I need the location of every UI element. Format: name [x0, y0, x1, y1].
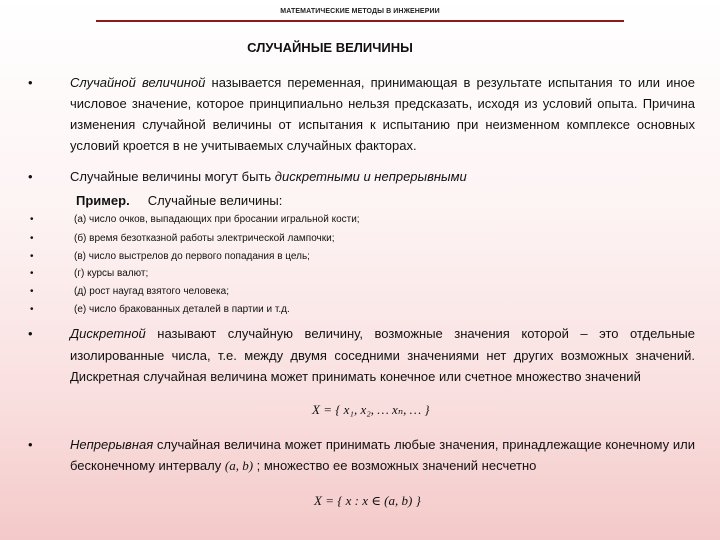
list-bullet: •	[30, 304, 34, 315]
definition-discrete	[70, 323, 695, 388]
example-label: Пример.	[76, 193, 130, 208]
list-item: (д) рост наугад взятого человека;	[74, 286, 229, 297]
bullet-marker: •	[28, 437, 33, 452]
bullet-marker: •	[28, 326, 33, 341]
types-text: Случайные величины могут быть	[70, 169, 275, 184]
list-bullet: •	[30, 268, 34, 279]
discrete-text: называют случайную величину, возможные значения которой – это отдельные изолированные числа, т.е. между двумя соседними значениями нет других возможных значений. Дискретная случайная величина может принимать конечное или счетное множество значений	[70, 326, 695, 384]
continuous-text-a: случайная величина может принимать любые значения, принадлежащие конечному или бесконечному интервалу	[70, 437, 695, 473]
list-item: (в) число выстрелов до первого попадания в цель;	[74, 251, 310, 262]
term-discrete: Дискретной	[70, 326, 146, 341]
formula-continuous-set: X = { x : x ∈ (a, b) }	[314, 493, 421, 508]
list-item: (б) время безотказной работы электрической лампочки;	[74, 233, 335, 244]
list-bullet: •	[30, 251, 34, 262]
header-bar	[96, 0, 624, 22]
formula-discrete-set: X = { x₁, x₂, … xₙ, … }	[312, 402, 430, 417]
definition-continuous	[70, 434, 695, 476]
list-bullet: •	[30, 233, 34, 244]
example-line	[76, 190, 282, 211]
term-random-variable: Случайной величиной	[70, 75, 206, 90]
list-item: (е) число бракованных деталей в партии и т.д.	[74, 304, 290, 315]
definition-random-variable	[70, 72, 695, 156]
bullet-marker: •	[28, 75, 33, 90]
list-item: (г) курсы валют;	[74, 268, 149, 279]
continuous-text-b: ; множество ее возможных значений несчетно	[253, 458, 537, 473]
page-title: СЛУЧАЙНЫЕ ВЕЛИЧИНЫ	[247, 40, 413, 55]
bullet-marker: •	[28, 169, 33, 184]
header-divider	[96, 20, 624, 22]
types-italic: дискретными и непрерывными	[274, 169, 467, 184]
course-header: МАТЕМАТИЧЕСКИЕ МЕТОДЫ В ИНЖЕНЕРИИ	[280, 8, 440, 15]
list-item: (а) число очков, выпадающих при бросании игральной кости;	[74, 214, 360, 225]
list-bullet: •	[30, 286, 34, 297]
types-paragraph	[70, 166, 695, 187]
definition-text: называется переменная, принимающая в результате испытания то или иное числовое значение, которое принципиально нельзя предсказать, исходя из условий опыта. Причина изменения случайной величины от испытания к испытанию при неизменном комплексе основных условий кроется в не учитываемых случайных факторах.	[70, 75, 696, 153]
list-bullet: •	[30, 214, 34, 225]
term-continuous: Непрерывная	[70, 437, 154, 452]
interval-formula: (a, b)	[224, 458, 254, 473]
example-text: Случайные величины:	[147, 193, 283, 208]
